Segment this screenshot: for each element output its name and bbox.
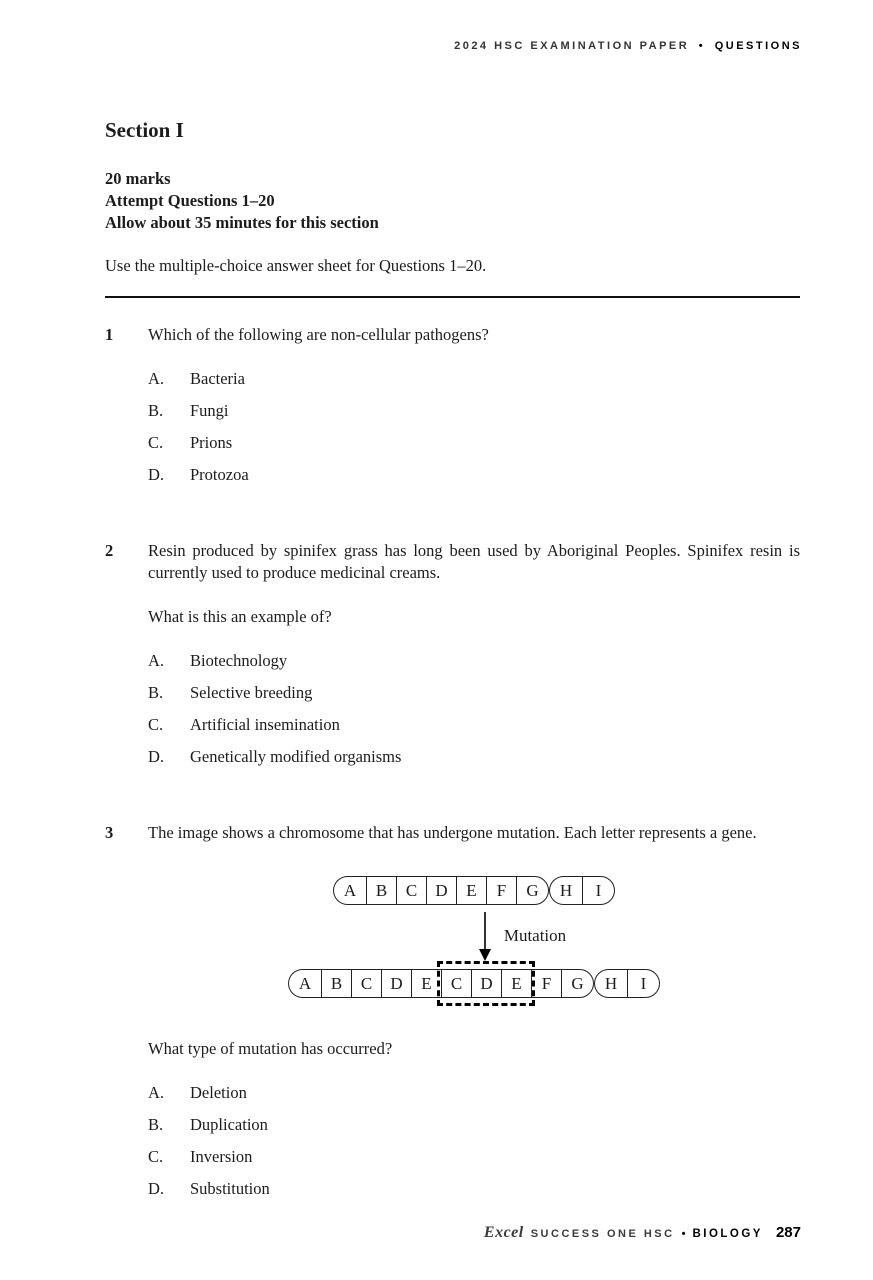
mutation-arrow-row bbox=[195, 911, 847, 961]
option-text: Artificial insemination bbox=[190, 715, 340, 734]
option-row bbox=[148, 368, 800, 389]
gene-cell: B bbox=[366, 876, 396, 905]
duplicated-genes-group bbox=[441, 969, 531, 998]
question-intro: The image shows a chromosome that has undergone mutation. Each letter represents a gene. bbox=[148, 823, 757, 842]
page-content bbox=[105, 118, 800, 1210]
option-row bbox=[148, 714, 800, 735]
header-section-label: QUESTIONS bbox=[714, 40, 802, 52]
gene-cell: I bbox=[627, 969, 660, 998]
marks-line: 20 marks bbox=[105, 169, 171, 188]
header-bullet: • bbox=[698, 40, 706, 52]
footer-bullet: • bbox=[681, 1228, 686, 1240]
option-row bbox=[148, 650, 800, 671]
option-letter: C. bbox=[148, 715, 164, 734]
question-3 bbox=[105, 822, 800, 1210]
option-row bbox=[148, 1178, 800, 1199]
option-text: Selective breeding bbox=[190, 683, 313, 702]
section-divider bbox=[105, 296, 800, 298]
option-text: Fungi bbox=[190, 401, 229, 420]
gene-cell: D bbox=[426, 876, 456, 905]
gene-cell: H bbox=[594, 969, 627, 998]
option-text: Duplication bbox=[190, 1115, 268, 1134]
footer-page-number: 287 bbox=[775, 1224, 801, 1241]
option-text: Protozoa bbox=[190, 465, 249, 484]
option-row bbox=[148, 400, 800, 421]
option-row bbox=[148, 682, 800, 703]
question-body bbox=[148, 324, 800, 496]
page-footer bbox=[484, 1224, 801, 1242]
option-letter: B. bbox=[148, 1115, 164, 1134]
option-text: Inversion bbox=[190, 1147, 253, 1166]
option-text: Deletion bbox=[190, 1083, 247, 1102]
option-text: Bacteria bbox=[190, 369, 245, 388]
option-letter: B. bbox=[148, 401, 164, 420]
option-letter: B. bbox=[148, 683, 164, 702]
question-intro: Resin produced by spinifex grass has long been used by Aboriginal Peoples. Spinifex resin is currently used to produce medicinal creams. bbox=[148, 541, 800, 582]
gene-cell: E bbox=[501, 969, 531, 998]
gene-cell: C bbox=[351, 969, 381, 998]
mutation-label: Mutation bbox=[503, 926, 567, 945]
gene-cell: F bbox=[531, 969, 561, 998]
option-letter: D. bbox=[148, 747, 165, 766]
option-letter: C. bbox=[148, 1147, 164, 1166]
gene-cell: D bbox=[381, 969, 411, 998]
gene-cell: E bbox=[411, 969, 441, 998]
options-list bbox=[148, 1082, 800, 1199]
down-arrow-icon bbox=[476, 911, 494, 961]
section-instructions-block bbox=[105, 168, 800, 234]
gene-cell: B bbox=[321, 969, 351, 998]
gene-cell: D bbox=[471, 969, 501, 998]
question-number: 3 bbox=[105, 823, 114, 842]
option-letter: C. bbox=[148, 433, 164, 452]
option-row bbox=[148, 1146, 800, 1167]
option-letter: D. bbox=[148, 465, 165, 484]
option-text: Genetically modified organisms bbox=[190, 747, 402, 766]
question-body bbox=[148, 540, 800, 778]
option-text: Prions bbox=[190, 433, 233, 452]
option-row bbox=[148, 746, 800, 767]
gene-cell: G bbox=[516, 876, 549, 905]
gene-cell: E bbox=[456, 876, 486, 905]
option-row bbox=[148, 1114, 800, 1135]
gene-cell: C bbox=[396, 876, 426, 905]
question-text: Which of the following are non-cellular pathogens? bbox=[148, 325, 489, 344]
question-2 bbox=[105, 540, 800, 778]
question-text: What is this an example of? bbox=[148, 607, 332, 626]
page-header bbox=[0, 0, 873, 52]
question-body bbox=[148, 822, 800, 1210]
chromosome-after-mutation bbox=[148, 969, 800, 998]
time-allowance-line: Allow about 35 minutes for this section bbox=[105, 213, 379, 232]
header-paper-title: 2024 HSC EXAMINATION PAPER bbox=[454, 40, 690, 52]
option-text: Biotechnology bbox=[190, 651, 288, 670]
option-letter: D. bbox=[148, 1179, 165, 1198]
gene-cell: G bbox=[561, 969, 594, 998]
question-1 bbox=[105, 324, 800, 496]
question-number: 1 bbox=[105, 325, 114, 344]
gene-cell: I bbox=[582, 876, 615, 905]
option-letter: A. bbox=[148, 651, 165, 670]
footer-subject: BIOLOGY bbox=[692, 1228, 763, 1240]
question-number: 2 bbox=[105, 541, 114, 560]
options-list bbox=[148, 368, 800, 485]
question-text: What type of mutation has occurred? bbox=[148, 1039, 393, 1058]
answer-sheet-instruction: Use the multiple-choice answer sheet for Questions 1–20. bbox=[105, 256, 487, 275]
gene-cell: H bbox=[549, 876, 582, 905]
option-letter: A. bbox=[148, 1083, 165, 1102]
gene-cell: A bbox=[288, 969, 321, 998]
section-title: Section I bbox=[105, 118, 184, 142]
chromosome-before-mutation bbox=[148, 876, 800, 905]
gene-cell: C bbox=[441, 969, 471, 998]
option-row bbox=[148, 1082, 800, 1103]
footer-brand: Excel bbox=[483, 1224, 524, 1241]
gene-cell: A bbox=[333, 876, 366, 905]
footer-series: SUCCESS ONE HSC bbox=[530, 1228, 675, 1240]
gene-cell: F bbox=[486, 876, 516, 905]
options-list bbox=[148, 650, 800, 767]
option-row bbox=[148, 464, 800, 485]
chromosome-mutation-diagram bbox=[148, 876, 800, 998]
attempt-line: Attempt Questions 1–20 bbox=[105, 191, 275, 210]
option-text: Substitution bbox=[190, 1179, 270, 1198]
option-row bbox=[148, 432, 800, 453]
option-letter: A. bbox=[148, 369, 165, 388]
